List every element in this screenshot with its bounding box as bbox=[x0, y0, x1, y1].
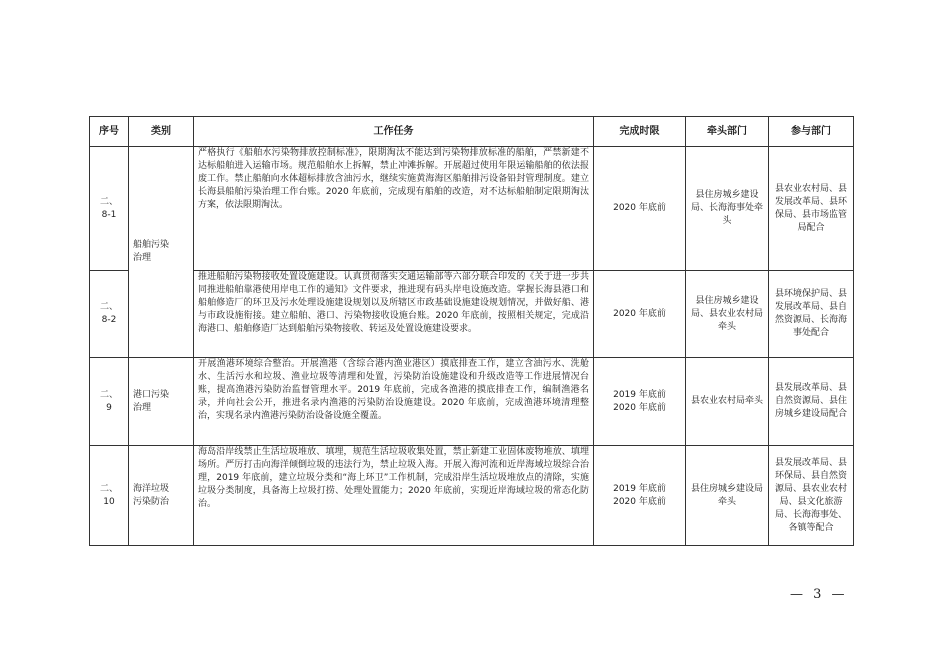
row-deadline: 2020 年底前 bbox=[594, 147, 686, 271]
header-lead: 牵头部门 bbox=[686, 117, 769, 147]
row-deadline: 2019 年底前 2020 年底前 bbox=[594, 446, 686, 546]
table-row bbox=[90, 358, 854, 446]
row-number: 二、 8-1 bbox=[90, 147, 129, 271]
header-task: 工作任务 bbox=[194, 117, 594, 147]
row-number: 二、 9 bbox=[90, 358, 129, 446]
row-category: 海洋垃圾 污染防治 bbox=[129, 446, 194, 546]
row-number: 二、 10 bbox=[90, 446, 129, 546]
header-participants: 参与部门 bbox=[769, 117, 854, 147]
row-number: 二、 8-2 bbox=[90, 271, 129, 358]
row-task: 严格执行《船舶水污染物排放控制标准》，限期淘汰不能达到污染物排放标准的船舶，严禁新建不达标船舶进入运输市场。规范船舶水上拆解，禁止冲滩拆解。开展超过使用年限运输船舶的依法报废工作。禁止船舶向水体超标排放含油污水，继续实施黄海海区船舶排污设备铅封管理制度。建立长海县船舶污染治理工作台账。2020 年底前，完成现有船舶的改造，对不达标船舶制定限期淘汰方案，依法限期淘汰。 bbox=[194, 147, 594, 271]
row-category: 船舶污染 治理 bbox=[129, 147, 194, 358]
table-row bbox=[90, 147, 854, 271]
row-participant-departments: 县环境保护局、县发展改革局、县自然资源局、长海海事处配合 bbox=[769, 271, 854, 358]
row-participant-departments: 县发展改革局、县自然资源局、县住房城乡建设局配合 bbox=[769, 358, 854, 446]
page-number: — 3 — bbox=[790, 587, 848, 602]
row-lead-department: 县住房城乡建设局牵头 bbox=[686, 446, 769, 546]
row-task: 推进船舶污染物接收处置设施建设。认真贯彻落实交通运输部等六部分联合印发的《关于进一步共同推进船舶靠港使用岸电工作的通知》文件要求，推进现有码头岸电设施改造。掌握长海县港口和船舶修造厂的环卫及污水处理设施建设规划以及所辖区市政基础设施建设规划情况，并做好船、港与市政设施衔接。建立船舶、港口、污染物接收设施台账。2020 年底前，按照相关规定，完成沿海港口、船舶修造厂达到船舶污染物接收、转运及处置设施建设要求。 bbox=[194, 271, 594, 358]
header-no: 序号 bbox=[90, 117, 129, 147]
row-lead-department: 县住房城乡建设局、长海海事处牵头 bbox=[686, 147, 769, 271]
row-lead-department: 县农业农村局牵头 bbox=[686, 358, 769, 446]
table-row bbox=[90, 446, 854, 546]
table-row bbox=[90, 271, 854, 358]
task-table bbox=[89, 116, 854, 546]
row-task: 开展渔港环境综合整治。开展渔港（含综合港内渔业港区）摸底排查工作，建立含油污水、洗舱水、生活污水和垃圾、渔业垃圾等清理和处置，污染防治设施建设和升级改造等工作进展情况台账，提高渔港污染防治监督管理水平。2019 年底前，完成各渔港的摸底排查工作，编制渔港名录，并向社会公开，推进名录内渔港的污染防治设施建设。2020 年底前，完成渔港环境清理整治，实现名录内渔港污染防治设备设施全覆盖。 bbox=[194, 358, 594, 446]
row-lead-department: 县住房城乡建设局、县农业农村局牵头 bbox=[686, 271, 769, 358]
header-deadline: 完成时限 bbox=[594, 117, 686, 147]
row-category: 港口污染 治理 bbox=[129, 358, 194, 446]
row-task: 海岛沿岸线禁止生活垃圾堆放、填埋，规范生活垃圾收集处置，禁止新建工业固体废物堆放、填埋场所。严厉打击向海洋倾倒垃圾的违法行为，禁止垃圾入海。开展入海河流和近岸海域垃圾综合治理，2019 年底前，建立垃圾分类和“海上环卫”工作机制，完成沿岸生活垃圾堆放点的清除，实施垃圾分类制度，具备海上垃圾打捞、处理处置能力；2020 年底前，实现近岸海域垃圾的常态化防治。 bbox=[194, 446, 594, 546]
row-participant-departments: 县发展改革局、县环保局、县自然资源局、县农业农村局、县文化旅游局、长海海事处、各镇等配合 bbox=[769, 446, 854, 546]
table-header-row bbox=[90, 117, 854, 147]
row-participant-departments: 县农业农村局、县发展改革局、县环保局、县市场监管局配合 bbox=[769, 147, 854, 271]
header-category: 类别 bbox=[129, 117, 194, 147]
row-deadline: 2019 年底前 2020 年底前 bbox=[594, 358, 686, 446]
row-deadline: 2020 年底前 bbox=[594, 271, 686, 358]
